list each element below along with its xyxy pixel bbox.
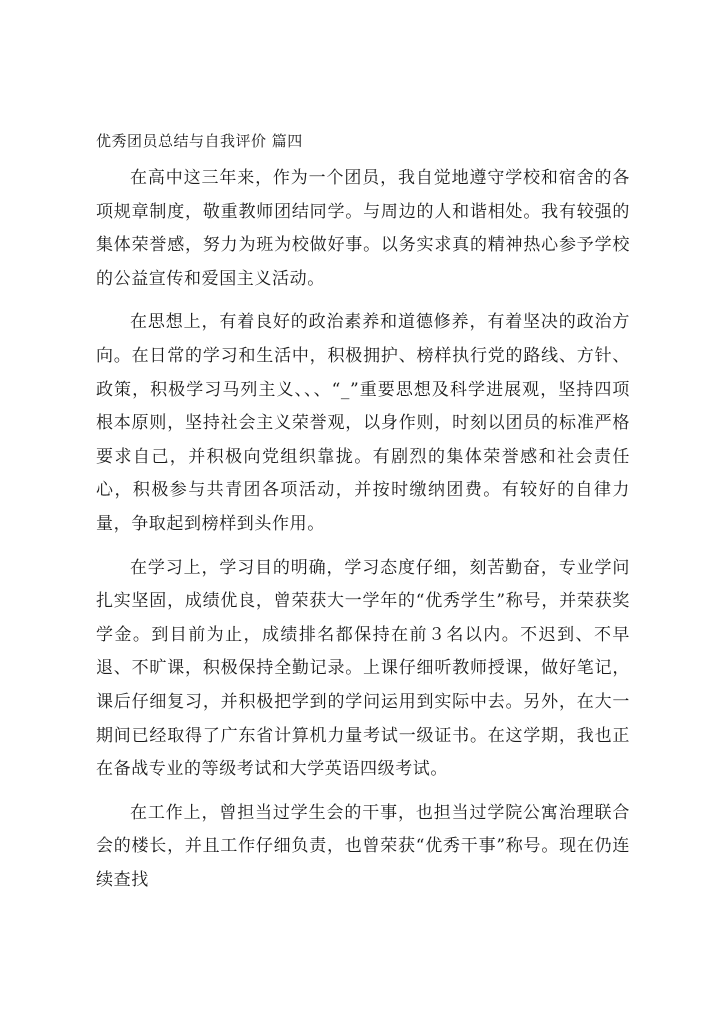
paragraph-intro: 在高中这三年来，作为一个团员，我自觉地遵守学校和宿舍的各项规章制度，敬重教师团结同学。与周边的人和谐相处。我有较强的集体荣誉感，努力为班为校做好事。以务实求真的精神热心参予学校的公益宣传和爱国主义活动。 [96, 168, 630, 289]
document-title: 优秀团员总结与自我评价 篇四 [96, 132, 303, 150]
paragraph-work: 在工作上，曾担当过学生会的干事，也担当过学院公寓治理联合会的楼长，并且工作仔细负责，也曾荣获“优秀干事”称号。现在仍连续查找 [96, 802, 630, 890]
paragraph-thought: 在思想上，有着良好的政治素养和道德修养，有着坚决的政治方向。在日常的学习和生活中，积极拥护、榜样执行党的路线、方针、政策，积极学习马列主义、、、“_”重要思想及科学进展观，坚持四项根本原则，坚持社会主义荣誉观，以身作则，时刻以团员的标准严格要求自己，并积极向党组织靠拢。有剧烈的集体荣誉感和社会责任心，积极参与共青团各项活动，并按时缴纳团费。有较好的自律力量，争取起到榜样到头作用。 [96, 312, 630, 534]
paragraph-study: 在学习上，学习目的明确，学习态度仔细，刻苦勤奋，专业学问扎实坚固，成绩优良，曾荣获大一学年的“优秀学生”称号，并荣获奖学金。到目前为止，成绩排名都保持在前３名以内。不迟到、不早退、不旷课，积极保持全勤记录。上课仔细听教师授课，做好笔记，课后仔细复习，并积极把学到的学问运用到实际中去。另外，在大一期间已经取得了广东省计算机力量考试一级证书。在这学期，我也正在备战专业的等级考试和大学英语四级考试。 [96, 557, 630, 780]
